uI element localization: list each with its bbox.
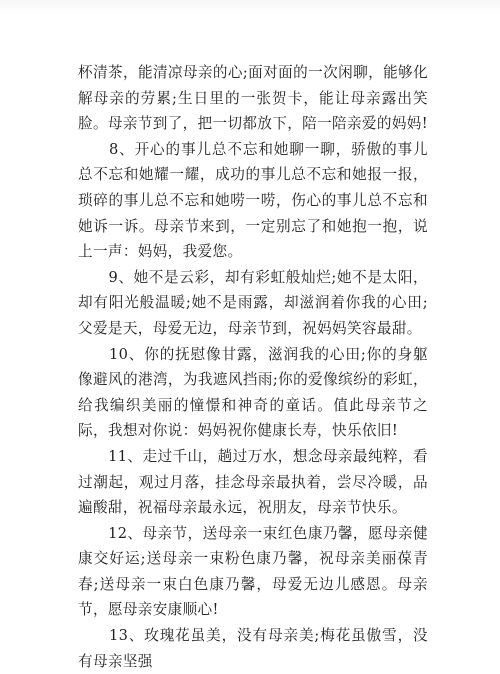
paragraph-10: 10、你的抚慰像甘露，滋润我的心田;你的身躯像避风的港湾，为我遮风挡雨;你的爱像缤纷的彩虹，给我编织美丽的憧憬和神奇的童话。值此母亲节之际，我想对你说：妈妈祝你健康长寿，快乐依旧!	[78, 345, 428, 440]
article-body	[78, 60, 428, 674]
paragraph-7-tail: 杯清茶，能清凉母亲的心;面对面的一次闲聊，能够化解母亲的劳累;生日里的一张贺卡，能让母亲露出笑脸。母亲节到了，把一切都放下，陪一陪亲爱的妈妈!	[78, 64, 428, 133]
paragraph-11: 11、走过千山，趟过万水，想念母亲最纯粹，看过潮起，观过月落，挂念母亲最执着，尝尽冷暖，品遍酸甜，祝福母亲最永远，祝朋友，母亲节快乐。	[78, 447, 428, 517]
paragraph-9: 9、她不是云彩，却有彩虹般灿烂;她不是太阳，却有阳光般温暖;她不是雨露，却滋润着你我的心田;父爱是天，母爱无边，母亲节到，祝妈妈笑容最甜。	[78, 268, 428, 337]
paragraph-13: 13、玫瑰花虽美，没有母亲美;梅花虽傲雪，没有母亲坚强	[78, 627, 428, 670]
page-top-edge	[0, 0, 500, 14]
paragraph-12: 12、母亲节，送母亲一束红色康乃馨，愿母亲健康交好运;送母亲一束粉色康乃馨，祝母亲美丽葆青春;送母亲一束白色康乃馨，母爱无边儿感恩。母亲节，愿母亲安康顺心!	[78, 524, 428, 619]
paragraph-8: 8、开心的事儿总不忘和她聊一聊，骄傲的事儿总不忘和她耀一耀，成功的事儿总不忘和她报一报，琐碎的事儿总不忘和她唠一唠，伤心的事儿总不忘和她诉一诉。母亲节来到，一定别忘了和她抱一抱，说上一声：妈妈，我爱您。	[78, 140, 428, 261]
